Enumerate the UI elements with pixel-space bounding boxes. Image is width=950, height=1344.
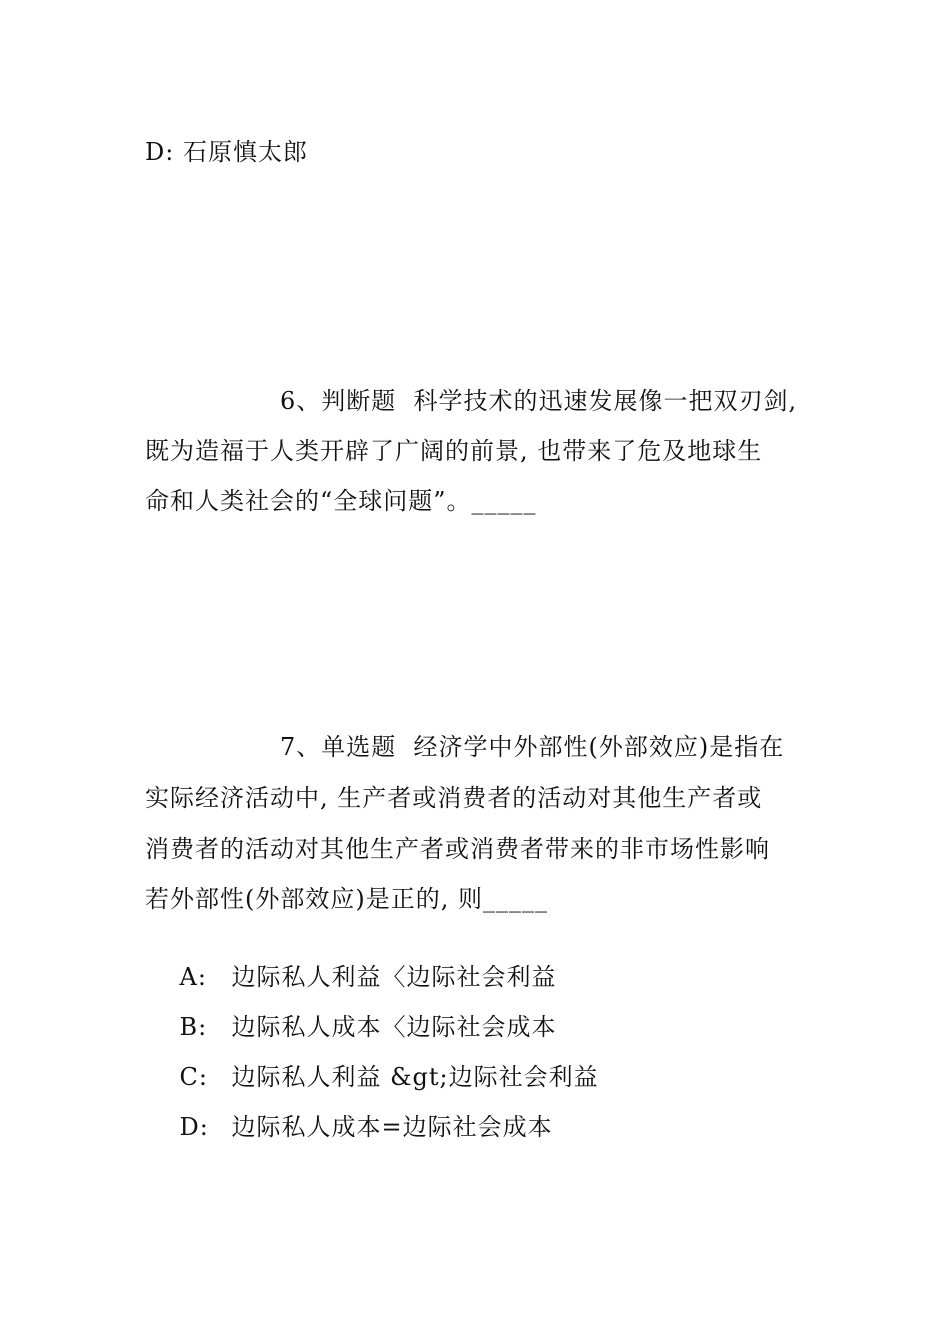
q6-stem-line-3: 命和人类社会的“全球问题”。_____ [145,487,537,515]
q6-stem-line-1: 6、判断题 科学技术的迅速发展像一把双刃剑, [280,387,798,415]
option-letter: A: [179,963,207,991]
q6-stem-line-2: 既为造福于人类开辟了广阔的前景, 也带来了危及地球生 [145,437,763,465]
q7-stem-line-1: 7、单选题 经济学中外部性(外部效应)是指在 [280,733,785,761]
option-text: 边际私人利益〈边际社会利益 [231,963,557,991]
q7-stem-line-3: 消费者的活动对其他生产者或消费者带来的非市场性影响 [145,835,770,863]
q7-stem-line-4: 若外部性(外部效应)是正的, 则_____ [145,885,548,913]
option-text: 边际私人利益 &gt;边际社会利益 [231,1063,599,1091]
option-letter: D: [179,1113,209,1141]
option-letter: B: [179,1013,208,1041]
option-text: 边际私人成本=边际社会成本 [231,1113,553,1141]
q7-option-d [145,1082,553,1172]
q7-stem-line-2: 实际经济活动中, 生产者或消费者的活动对其他生产者或 [145,784,763,812]
q5-option-d: D: 石原慎太郎 [145,138,308,166]
option-letter: C: [179,1063,208,1091]
option-text: 边际私人成本〈边际社会成本 [231,1013,557,1041]
